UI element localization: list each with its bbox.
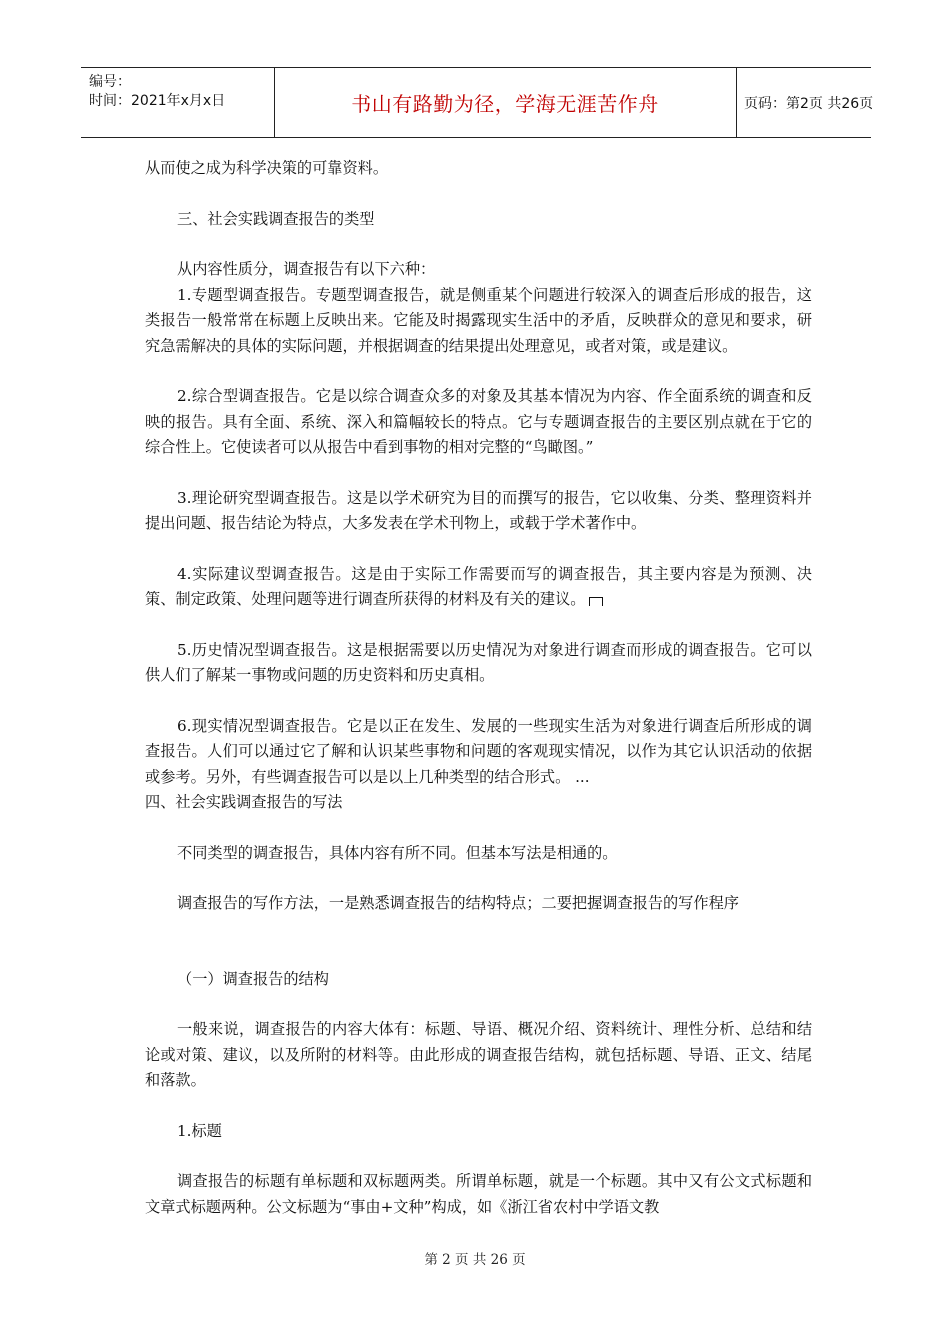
date-line: 时间：2021年x月x日 bbox=[89, 93, 226, 109]
bracket-mark-icon bbox=[589, 597, 603, 606]
page-info: 页码：第2页 共26页 bbox=[744, 95, 874, 112]
paragraph: 6.现实情况型调查报告。它是以正在发生、发展的一些现实生活为对象进行调查后所形成的调查报告。人们可以通过它了解和认识某些事物和问题的客观现实情况，以作为其它认识活动的依据或参考。另外，有些调查报告可以是以上几种类型的结合形式。 ... bbox=[145, 716, 812, 786]
paragraph: 5.历史情况型调查报告。这是根据需要以历史情况为对象进行调查而形成的调查报告。它可以供人们了解某一事物或问题的历史资料和历史真相。 bbox=[145, 640, 812, 684]
subsection-heading: 1.标题 bbox=[177, 1121, 222, 1140]
paragraph: 1.专题型调查报告。专题型调查报告，就是侧重某个问题进行较深入的调查后形成的报告，这类报告一般常常在标题上反映出来。它能及时揭露现实生活中的矛盾，反映群众的意见和要求，研究急需解决的具体的实际问题，并根据调查的结果提出处理意见，或者对策，或是建议。 bbox=[145, 285, 812, 355]
page-header bbox=[81, 67, 874, 138]
paragraph: 不同类型的调查报告，具体内容有所不同。但基本写法是相通的。 bbox=[177, 843, 618, 862]
paragraph: 从而使之成为科学决策的可靠资料。 bbox=[145, 159, 388, 177]
section-heading: 四、社会实践调查报告的写法 bbox=[145, 793, 343, 811]
header-left-cell bbox=[81, 68, 275, 137]
section-heading: 三、社会实践调查报告的类型 bbox=[177, 209, 375, 228]
paragraph: 3.理论研究型调查报告。这是以学术研究为目的而撰写的报告，它以收集、分类、整理资料并提出问题、报告结论为特点，大多发表在学术刊物上，或载于学术著作中。 bbox=[145, 488, 812, 532]
serial-label: 编号： bbox=[89, 74, 131, 90]
document-body bbox=[145, 156, 812, 1220]
motto: 书山有路勤为径，学海无涯苦作舟 bbox=[274, 68, 737, 137]
paragraph-text: 4.实际建议型调查报告。这是由于实际工作需要而写的调查报告，其主要内容是为预测、决策、制定政策、处理问题等进行调查所获得的材料及有关的建议。 bbox=[145, 564, 812, 608]
paragraph: 2.综合型调查报告。它是以综合调查众多的对象及其基本情况为内容、作全面系统的调查和反映的报告。具有全面、系统、深入和篇幅较长的特点。它与专题调查报告的主要区别点就在于它的综合性上。它使读者可以从报告中看到事物的相对完整的“鸟瞰图。” bbox=[145, 387, 812, 456]
paragraph-with-mark bbox=[145, 562, 812, 613]
paragraph: 调查报告的标题有单标题和双标题两类。所谓单标题，就是一个标题。其中又有公文式标题和文章式标题两种。公文标题为“事由+文种”构成，如《浙江省农村中学语文教 bbox=[145, 1172, 812, 1216]
subsection-heading: （一）调查报告的结构 bbox=[177, 969, 329, 988]
paragraph: 调查报告的写作方法，一是熟悉调查报告的结构特点；二要把握调查报告的写作程序 bbox=[177, 894, 739, 912]
page-footer: 第 2 页 共 26 页 bbox=[424, 1252, 526, 1268]
paragraph: 从内容性质分，调查报告有以下六种： bbox=[177, 260, 436, 278]
paragraph: 一般来说，调查报告的内容大体有：标题、导语、概况介绍、资料统计、理性分析、总结和结论或对策、建议，以及所附的材料等。由此形成的调查报告结构，就包括标题、导语、正文、结尾和落款。 bbox=[145, 1020, 812, 1089]
